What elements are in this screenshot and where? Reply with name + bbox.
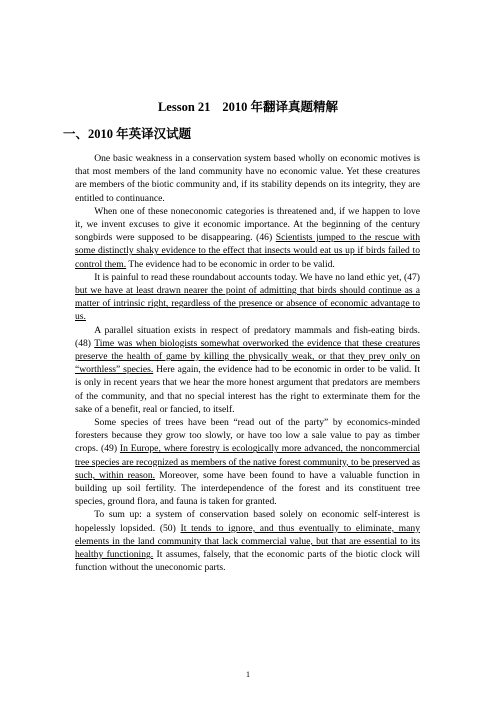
paragraph-text: It assumes, falsely, that the economic parts of the biotic clock will function without the uneconomic parts. xyxy=(75,549,420,574)
paragraph xyxy=(75,205,420,271)
lesson-title-text: 2010 年翻译真题精解 xyxy=(222,100,339,114)
page-number: 1 xyxy=(246,670,250,679)
lesson-number: Lesson 21 xyxy=(157,100,211,114)
underlined-sentence: Scientists jumped to the rescue with some distinctly shaky evidence to the effect that insects would eat us up if birds failed to control them. xyxy=(75,232,420,270)
underlined-sentence: In Europe, where forestry is ecologically more advanced, the noncommercial tree species are recognized as members of the native forest community, to be preserved as such, within reason. xyxy=(75,443,420,481)
paragraph xyxy=(75,152,420,205)
paragraph xyxy=(75,508,420,574)
paragraph xyxy=(75,416,420,508)
underlined-sentence: but we have at least drawn nearer the point of admitting that birds should continue as a matter of intrinsic right, regardless of the presence or absence of economic advantage to us. xyxy=(75,285,420,323)
paragraph-text: One basic weakness in a conservation system based wholly on economic motives is that most members of the land community have no economic value. Yet these creatures are members of the biotic community and, if its stability depends on its integrity, they are entitled to continuance. xyxy=(75,153,420,204)
paragraph-text: Moreover, some have been found to have a valuable function in building up soil fertility. The interdependence of the forest and its constituent tree species, ground flora, and fauna is taken for granted. xyxy=(75,469,420,508)
underlined-sentence: It tends to ignore, and thus eventually to eliminate, many elements in the land community that lack commercial value, but that are essential to its healthy functioning. xyxy=(75,522,420,561)
underlined-sentence: Time was when biologists somewhat overworked the evidence that these creatures preserve the health of game by killing the physically weak, or that they prey only on “worthless” species. xyxy=(75,337,420,376)
paragraph-text: The evidence had to be economic in order to be valid. xyxy=(126,258,335,270)
paragraph xyxy=(75,271,420,324)
paragraph-text: A parallel situation exists in respect of predatory mammals and fish-eating birds. (48) xyxy=(75,324,420,349)
section-heading: 一、2010 年英译汉试题 xyxy=(63,127,192,141)
paragraph-text: To sum up: a system of conservation based solely on economic self-interest is hopelessly lopsided. (50) xyxy=(75,509,420,534)
paragraph-text: It is painful to read these roundabout accounts today. We have no land ethic yet, (47) xyxy=(94,271,420,283)
paragraph-text: Here again, the evidence had to be economic in order to be valid. It is only in recent years that we hear the more honest argument that predators are members of the community, and that no special interest has the right to exterminate them for the sake of a benefit, real or fancied, to itself. xyxy=(75,364,421,415)
paragraph xyxy=(75,324,420,416)
passage-body xyxy=(75,152,420,575)
paragraph-text: When one of these noneconomic categories is threatened and, if we happen to love it, we invent excuses to give it economic importance. At the beginning of the century songbirds were supposed to be disappearing. (46) xyxy=(75,205,420,244)
lesson-title xyxy=(0,97,496,115)
paragraph-text: Some species of trees have been “read out of the party” by economics-minded foresters because they grow too slowly, or have too low a sale value to pay as timber crops. (49) xyxy=(75,417,420,455)
